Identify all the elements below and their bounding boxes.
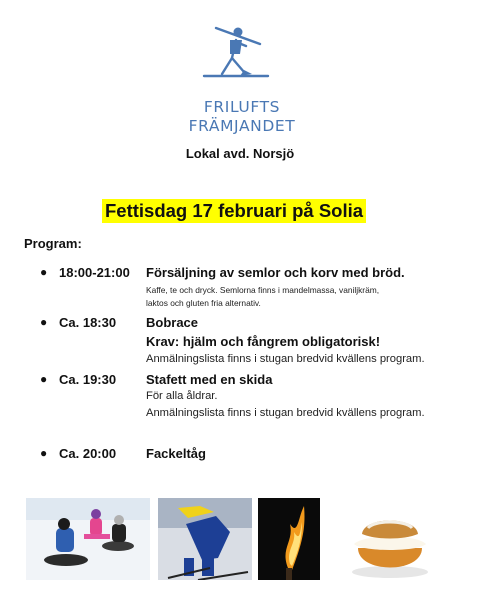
bullet-icon: ● xyxy=(40,315,48,329)
bullet-icon: ● xyxy=(40,372,48,386)
item-time: 18:00-21:00 xyxy=(59,265,130,280)
item-activity: Stafett med en skida xyxy=(146,372,273,387)
item-detail: Anmälningslista finns i stugan bredvid kvällens program. xyxy=(146,407,425,419)
item-activity: Fackeltåg xyxy=(146,446,206,461)
semla-photo xyxy=(344,498,440,580)
skier-icon xyxy=(178,18,306,98)
page-title: Fettisdag 17 februari på Solia xyxy=(102,199,366,223)
logo-text-frilufts: FRILUFTS xyxy=(203,98,281,116)
item-detail: Kaffe, te och dryck. Semlorna finns i mandelmassa, vaniljkräm, xyxy=(146,285,380,295)
bullet-icon: ● xyxy=(40,265,48,279)
item-time: Ca. 20:00 xyxy=(59,446,117,461)
item-detail: Anmälningslista finns i stugan bredvid kvällens program. xyxy=(146,353,425,365)
item-time: Ca. 18:30 xyxy=(59,315,117,330)
item-detail: För alla åldrar. xyxy=(146,390,218,402)
item-detail: laktos och gluten fria alternativ. xyxy=(146,298,261,308)
item-activity: Försäljning av semlor och korv med bröd. xyxy=(146,265,405,280)
item-time: Ca. 19:30 xyxy=(59,372,117,387)
logo-text-framjandet: FRÄMJANDET xyxy=(188,117,296,135)
item-activity: Bobrace xyxy=(146,315,199,330)
program-label: Program: xyxy=(24,236,82,251)
subtitle: Lokal avd. Norsjö xyxy=(185,146,295,161)
torch-photo xyxy=(258,498,320,580)
bobsled-race-photo xyxy=(26,498,150,580)
ski-relay-photo xyxy=(158,498,252,580)
friluftsframjandet-logo xyxy=(178,18,306,136)
item-requirement: Krav: hjälm och fångrem obligatorisk! xyxy=(146,334,381,349)
bullet-icon: ● xyxy=(40,446,48,460)
